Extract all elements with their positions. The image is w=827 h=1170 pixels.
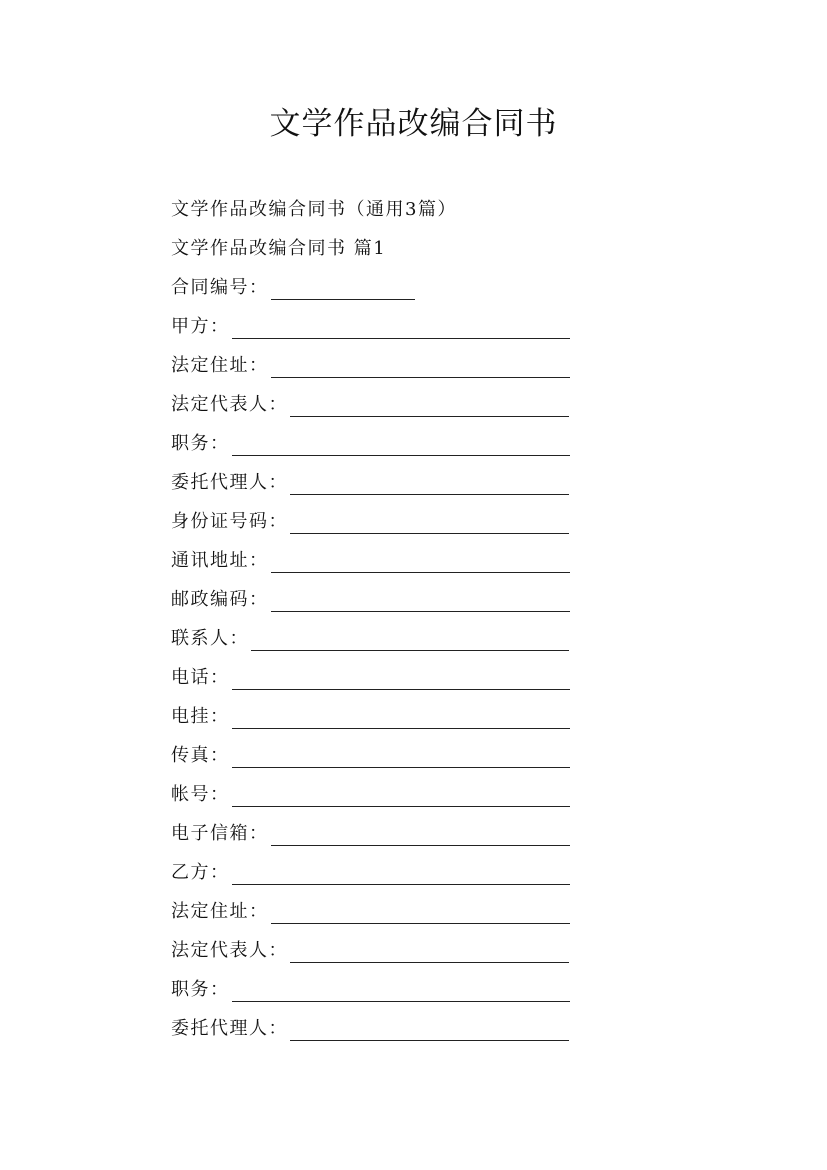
fill-in-blank[interactable] <box>271 359 570 378</box>
field-a-postal-code <box>171 588 570 612</box>
field-label: 职务： <box>171 433 230 454</box>
field-b-position <box>171 978 570 1002</box>
fill-in-blank[interactable] <box>232 671 570 690</box>
section-heading-text: 文学作品改编合同书 篇1 <box>171 238 387 259</box>
field-label: 法定代表人： <box>171 940 288 961</box>
fill-in-blank[interactable] <box>271 281 415 300</box>
field-label: 合同编号： <box>171 277 269 298</box>
fill-in-blank[interactable] <box>290 944 569 963</box>
fill-in-blank[interactable] <box>271 593 570 612</box>
field-label: 帐号： <box>171 784 230 805</box>
fill-in-blank[interactable] <box>290 398 569 417</box>
field-label: 法定住址： <box>171 901 269 922</box>
document-subtitle <box>171 198 457 222</box>
field-a-email <box>171 822 570 846</box>
field-label: 电话： <box>171 667 230 688</box>
subtitle-text: 文学作品改编合同书（通用3篇） <box>171 199 457 220</box>
fill-in-blank[interactable] <box>232 437 570 456</box>
field-label: 法定住址： <box>171 355 269 376</box>
field-a-fax <box>171 744 570 768</box>
fill-in-blank[interactable] <box>232 788 570 807</box>
fill-in-blank[interactable] <box>232 983 570 1002</box>
field-a-legal-address <box>171 354 570 378</box>
field-a-id-number <box>171 510 569 534</box>
field-b-legal-address <box>171 900 570 924</box>
section-heading <box>171 237 386 261</box>
fill-in-blank[interactable] <box>232 866 570 885</box>
field-a-legal-representative <box>171 393 569 417</box>
field-label: 通讯地址： <box>171 550 269 571</box>
fill-in-blank[interactable] <box>232 749 570 768</box>
fill-in-blank[interactable] <box>290 476 569 495</box>
field-label: 委托代理人： <box>171 1018 288 1039</box>
field-b-agent <box>171 1017 569 1041</box>
field-a-contact <box>171 627 569 651</box>
field-label: 甲方： <box>171 316 230 337</box>
field-a-mailing-address <box>171 549 570 573</box>
field-b-legal-representative <box>171 939 569 963</box>
field-label: 法定代表人： <box>171 394 288 415</box>
field-a-phone <box>171 666 570 690</box>
field-party-b <box>171 861 570 885</box>
field-label: 传真： <box>171 745 230 766</box>
field-label: 联系人： <box>171 628 249 649</box>
fill-in-blank[interactable] <box>232 710 570 729</box>
fill-in-blank[interactable] <box>271 554 570 573</box>
document-title: 文学作品改编合同书 <box>269 106 558 142</box>
field-party-a <box>171 315 570 339</box>
field-label: 电挂： <box>171 706 230 727</box>
fill-in-blank[interactable] <box>251 632 569 651</box>
field-label: 委托代理人： <box>171 472 288 493</box>
field-a-telegraph <box>171 705 570 729</box>
field-a-position <box>171 432 570 456</box>
fill-in-blank[interactable] <box>232 320 570 339</box>
field-a-account <box>171 783 570 807</box>
fill-in-blank[interactable] <box>290 1022 569 1041</box>
field-label: 职务： <box>171 979 230 1000</box>
field-label: 电子信箱： <box>171 823 269 844</box>
field-label: 邮政编码： <box>171 589 269 610</box>
field-label: 乙方： <box>171 862 230 883</box>
fill-in-blank[interactable] <box>271 905 570 924</box>
field-label: 身份证号码： <box>171 511 288 532</box>
field-contract-number <box>171 276 415 300</box>
field-a-agent <box>171 471 569 495</box>
fill-in-blank[interactable] <box>271 827 570 846</box>
fill-in-blank[interactable] <box>290 515 569 534</box>
